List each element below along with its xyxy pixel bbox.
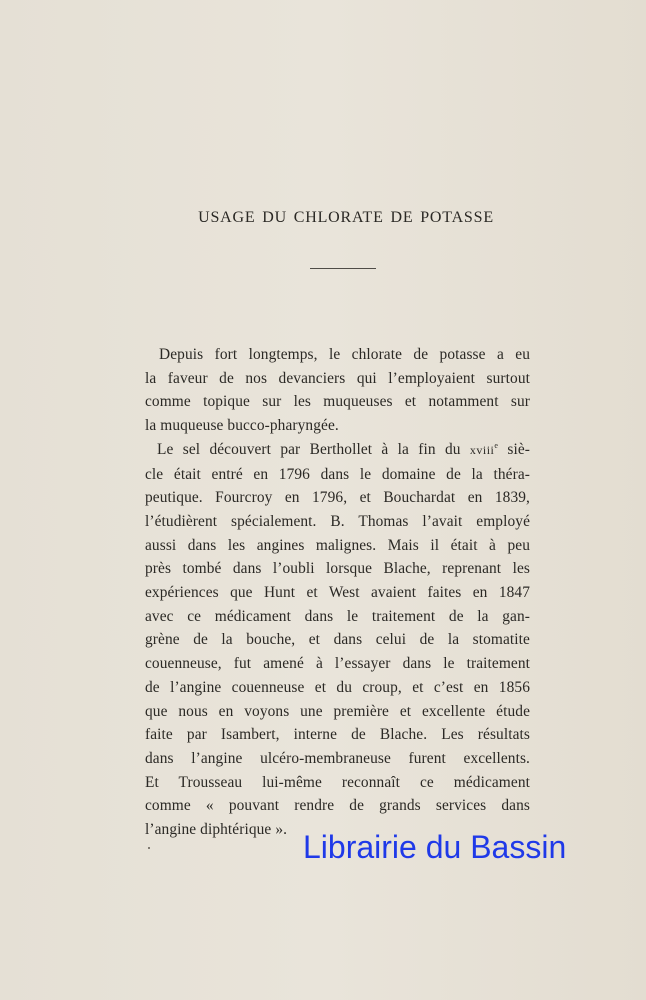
text-line: grène de la bouche, et dans celui de la stomatite — [145, 631, 530, 649]
text-line: expériences que Hunt et West avaient faites en 1847 — [145, 584, 530, 602]
page-title: USAGE DU CHLORATE DE POTASSE — [198, 209, 494, 226]
text-line: dans l’angine ulcéro-membraneuse furent excellents. — [145, 749, 530, 767]
text-line: comme « pouvant rendre de grands services dans — [145, 797, 530, 815]
text-fragment: Le sel découvert par Berthollet à la fin du — [157, 440, 470, 458]
paragraph-2 — [145, 438, 530, 842]
text-line: faite par Isambert, interne de Blache. Les résultats — [145, 726, 530, 744]
text-line: l’étudièrent spécialement. B. Thomas l’avait employé — [145, 512, 530, 530]
text-line — [145, 438, 530, 463]
paragraph-1 — [145, 343, 530, 438]
text-line: peutique. Fourcroy en 1796, et Bouchardat en 1839, — [145, 489, 530, 507]
text-line: de l’angine couenneuse et du croup, et c’est en 1856 — [145, 678, 530, 696]
text-line: avec ce médicament dans le traitement de la gan- — [145, 607, 530, 625]
text-fragment: siè- — [498, 440, 530, 458]
small-caps-century: xviii — [469, 442, 495, 457]
watermark-text: Librairie du Bassin — [303, 829, 567, 865]
paper-speck — [148, 847, 150, 849]
text-line: la faveur de nos devanciers qui l’employaient surtout — [145, 369, 530, 387]
superscript-e: e — [494, 440, 499, 450]
text-line: cle était entré en 1796 dans le domaine de la théra- — [145, 465, 530, 483]
text-line: couenneuse, fut amené à l’essayer dans le traitement — [145, 655, 530, 673]
body-text — [145, 343, 530, 842]
text-line: près tombé dans l’oubli lorsque Blache, reprenant les — [145, 560, 530, 578]
text-line: Et Trousseau lui-même reconnaît ce médicament — [145, 773, 530, 791]
text-line: que nous en voyons une première et excellente étude — [145, 702, 530, 720]
title-rule — [310, 268, 376, 269]
text-line: aussi dans les angines malignes. Mais il était à peu — [145, 536, 530, 554]
text-line: Depuis fort longtemps, le chlorate de potasse a eu — [159, 346, 530, 363]
text-line: la muqueuse bucco-pharyngée. — [145, 417, 339, 435]
text-line: comme topique sur les muqueuses et notamment sur — [145, 393, 530, 411]
text-line: l’angine diphtérique ». — [145, 821, 288, 839]
